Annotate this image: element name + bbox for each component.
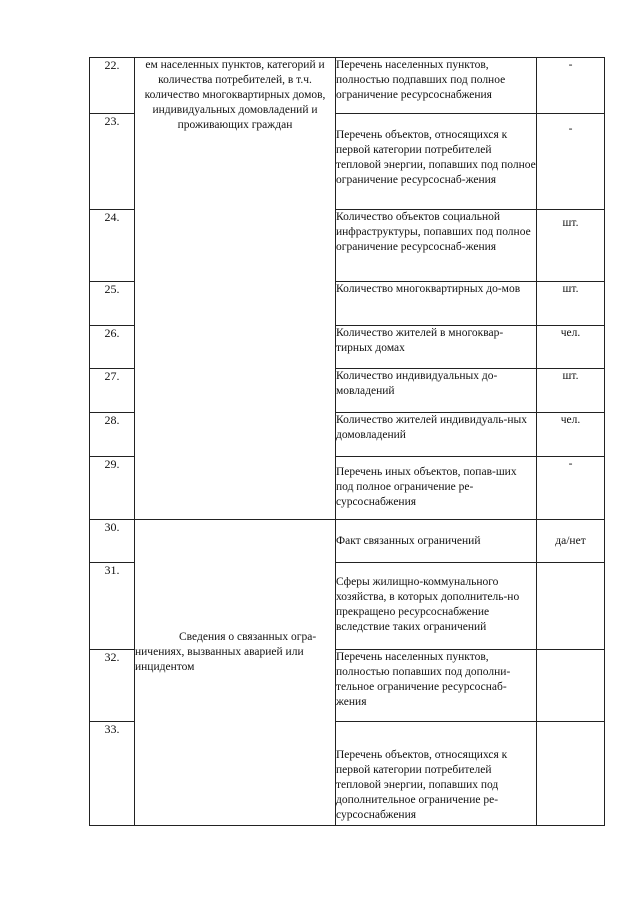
unit-cell: шт. — [537, 282, 605, 326]
parameter-cell: Факт связанных ограничений — [336, 520, 537, 563]
unit-cell: - — [537, 58, 605, 114]
row-number: 33. — [90, 722, 135, 826]
group-1-text: ем населенных пунктов, категорий и количества потребителей, в т.ч. количество многоквартирных домов, индивидуальных домовладений и проживающих граждан — [144, 59, 326, 131]
row-number: 26. — [90, 326, 135, 369]
parameter-cell: Перечень объектов, относящихся к первой категории потребителей тепловой энергии, попавших под дополнительное ограничение ре-сурсоснабжения — [336, 722, 537, 826]
parameter-cell: Количество индивидуальных до-мовладений — [336, 369, 537, 413]
parameter-cell: Перечень населенных пунктов, полностью подпавших под полное ограничение ресурсоснабжения — [336, 58, 537, 114]
section-label-group-2 — [135, 520, 336, 826]
unit-cell: да/нет — [537, 520, 605, 563]
unit-cell — [537, 563, 605, 650]
row-number: 30. — [90, 520, 135, 563]
section-label-group-1 — [135, 58, 336, 520]
row-number: 28. — [90, 413, 135, 457]
row-number: 32. — [90, 650, 135, 722]
unit-cell: чел. — [537, 413, 605, 457]
parameter-cell: Сферы жилищно-коммунального хозяйства, в которых дополнитель-но прекращено ресурсоснабжение вследствие таких ограничений — [336, 563, 537, 650]
row-number: 27. — [90, 369, 135, 413]
parameter-cell: Перечень иных объектов, попав-ших под полное ограничение ре-сурсоснабжения — [336, 457, 537, 520]
unit-cell: чел. — [537, 326, 605, 369]
parameter-cell: Перечень населенных пунктов, полностью попавших под дополни-тельное ограничение ресурсоснаб-жения — [336, 650, 537, 722]
unit-cell: шт. — [537, 369, 605, 413]
unit-cell — [537, 722, 605, 826]
parameter-cell: Количество объектов социальной инфраструктуры, попавших под полное ограничение ресурсоснаб-жения — [336, 210, 537, 282]
row-number: 25. — [90, 282, 135, 326]
row-number: 22. — [90, 58, 135, 114]
table-row — [90, 520, 605, 563]
unit-cell: шт. — [537, 210, 605, 282]
unit-cell: - — [537, 114, 605, 210]
parameter-cell: Количество многоквартирных до-мов — [336, 282, 537, 326]
group-2-first-line: Сведения о связанных огра- — [179, 631, 317, 643]
row-number: 31. — [90, 563, 135, 650]
parameter-cell: Количество жителей индивидуаль-ных домовладений — [336, 413, 537, 457]
row-number: 29. — [90, 457, 135, 520]
row-number: 24. — [90, 210, 135, 282]
row-number: 23. — [90, 114, 135, 210]
parameter-cell: Перечень объектов, относящихся к первой категории потребителей тепловой энергии, попавших под полное ограничение ресурсоснаб-жения — [336, 114, 537, 210]
group-2-text — [135, 630, 335, 675]
unit-cell — [537, 650, 605, 722]
table-row — [90, 58, 605, 114]
unit-cell: - — [537, 457, 605, 520]
document-table — [89, 57, 605, 826]
parameter-cell: Количество жителей в многоквар-тирных домах — [336, 326, 537, 369]
group-2-rest: ничениях, вызванных аварией или инцидентом — [135, 646, 304, 673]
